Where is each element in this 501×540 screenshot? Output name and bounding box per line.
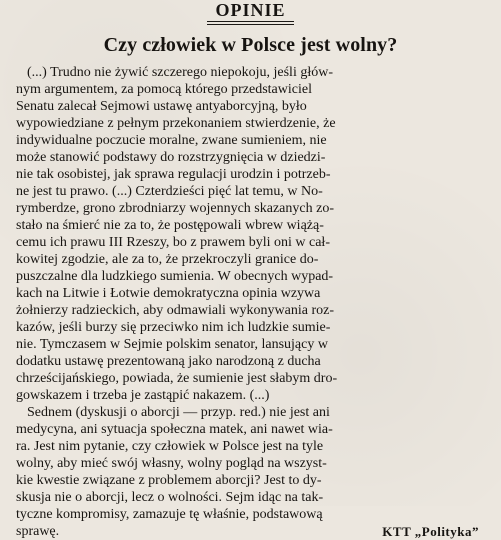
article-title: Czy człowiek w Polsce jest wolny?: [103, 34, 398, 56]
section-header: [0, 0, 501, 25]
source-signature: KTT „Polityka”: [382, 524, 479, 540]
paragraph-1-line-5: indywidualne poczucie moralne, zwane sumieniem, nie: [16, 133, 327, 149]
article-body: [16, 64, 479, 540]
paragraph-1-line-19: chrześcijańskiego, powiada, że sumienie jest słabym dro-: [16, 371, 338, 387]
paragraph-1-line-9: rymberdze, grono zbrodniarzy wojennych skazanych zo-: [16, 201, 334, 217]
paragraph-1-line-17: nie. Tymczasem w Sejmie polskim senator, lansujący w: [16, 337, 328, 353]
paragraph-2-line-2: medycyna, ani sytuacja społeczna matek, ani nawet wia-: [16, 422, 333, 438]
paragraph-1-line-6: może stanowić podstawy do rozstrzygnięcia w dziedzi-: [16, 150, 326, 166]
paragraph-1-line-13: puszczalne dla ludzkiego sumienia. W obecnych wypad-: [16, 269, 334, 285]
paragraph-1-line-2: nym argumentem, za pomocą którego przedstawiciel: [16, 82, 312, 98]
paragraph-1-line-10: stało na śmierć nie za to, że postępowali wbrew wiążą-: [16, 218, 324, 234]
paragraph-1-line-15: żołnierzy radzieckich, aby odmawiali wykonywania roz-: [16, 303, 334, 319]
paragraph-2-line-7: tyczne kompromisy, zamazuje tę właśnie, podstawową: [16, 507, 323, 523]
paragraph-1-line-18: dodatku ustawę prezentowaną jako narodzoną z ducha: [16, 354, 321, 370]
paragraph-2: [16, 404, 479, 540]
paragraph-1-line-20: gowskazem i trzeba je zastąpić nakazem. (...): [16, 388, 270, 404]
paragraph-1-line-8: ne jest tu prawo. (...) Czterdzieści pięć lat temu, w No-: [16, 184, 323, 200]
paragraph-1-line-4: wypowiedziane z pełnym przekonaniem stwierdzenie, że: [16, 116, 336, 132]
paragraph-1-line-3: Senatu zalecał Sejmowi ustawę antyaborcyjną, było: [16, 99, 307, 115]
paragraph-1-line-1: (...) Trudno nie żywić szczerego niepokoju, jeśli głów-: [27, 65, 333, 80]
paragraph-1-line-14: kach na Litwie i Łotwie demokratyczna opinia wzywa: [16, 286, 321, 302]
paragraph-2-line-3: ra. Jest nim pytanie, czy człowiek w Polsce jest na tyle: [16, 439, 324, 455]
paragraph-2-line-1: Sednem (dyskusji o aborcji — przyp. red.) nie jest ani: [27, 405, 330, 421]
section-label: OPINIE: [207, 0, 293, 25]
paragraph-1-line-11: cemu ich prawu III Rzeszy, bo z prawem byli oni w cał-: [16, 235, 330, 251]
paragraph-2-line-6: skusja nie o aborcji, lecz o wolności. Sejm idąc na tak-: [16, 490, 324, 506]
paragraph-2-line-5: kie kwestie związane z problemem aborcji? Jest to dy-: [16, 473, 322, 489]
paragraph-1-line-7: nie tak osobistej, jak sprawa regulacji urodzin i potrzeb-: [16, 167, 331, 183]
paragraph-1-line-12: kowitej zgodzie, ale za to, że przekroczyli granice do-: [16, 252, 319, 268]
final-line-text: sprawę.: [16, 524, 60, 540]
paragraph-1: [16, 64, 479, 404]
paragraph-1-line-16: kazów, jeśli burzy się przeciwko nim ich ludzkie sumie-: [16, 320, 331, 336]
final-line: [16, 523, 479, 540]
paragraph-2-line-4: wolny, aby mieć swój własny, wolny pogląd na wszyst-: [16, 456, 327, 472]
